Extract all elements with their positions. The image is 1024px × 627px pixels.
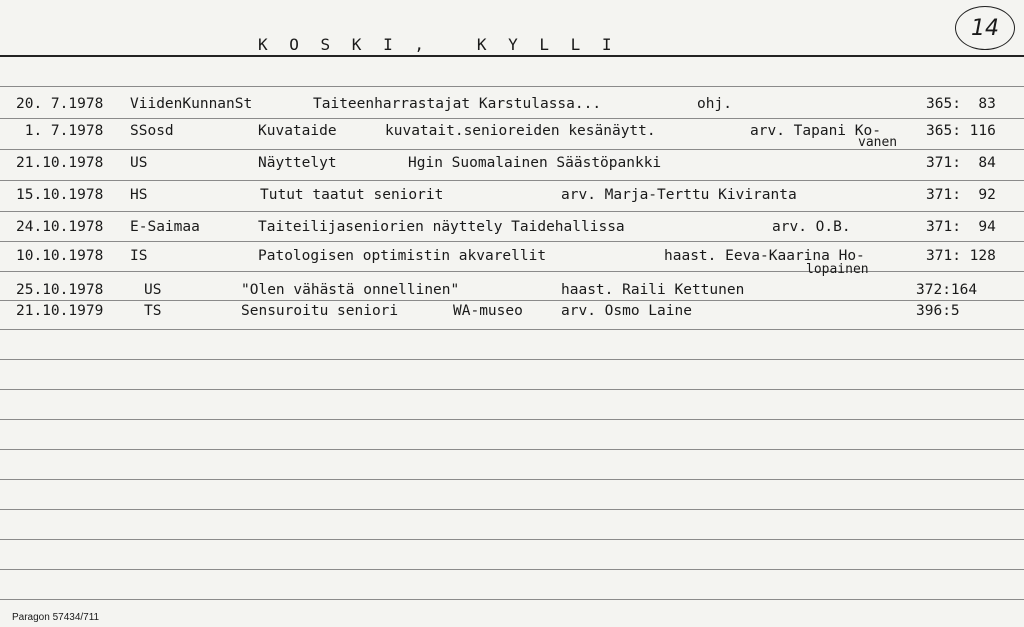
rule <box>0 359 1024 360</box>
entry-note: ohj. <box>697 96 732 112</box>
list-item <box>0 123 1024 150</box>
entry-title: Tutut taatut seniorit <box>260 187 444 203</box>
rule <box>0 479 1024 480</box>
list-item <box>0 282 1024 304</box>
entry-title: "Olen vähästä onnellinen" <box>241 282 460 298</box>
rule <box>0 180 1024 181</box>
entry-date: 24.10.1978 <box>16 219 104 235</box>
entry-title: Taiteenharrastajat Karstulassa... <box>313 96 602 112</box>
entry-title: Taiteilijaseniorien näyttely Taidehallissa <box>258 219 625 235</box>
list-item <box>0 96 1024 118</box>
entry-paper: ViidenKunnanSt <box>130 96 253 112</box>
rule <box>0 569 1024 570</box>
rule <box>0 539 1024 540</box>
rule <box>0 118 1024 119</box>
rule <box>0 241 1024 242</box>
entry-ref: 371: 92 <box>926 187 996 203</box>
rule <box>0 509 1024 510</box>
entry-reviewer: arv. Osmo Laine <box>561 303 692 319</box>
rule <box>0 449 1024 450</box>
entry-reviewer: arv. Tapani Ko- <box>750 123 881 139</box>
entry-ref: 371: 94 <box>926 219 996 235</box>
list-item <box>0 187 1024 209</box>
rule <box>0 389 1024 390</box>
entry-date: 21.10.1979 <box>16 303 104 319</box>
entry-note: haast. Raili Kettunen <box>561 282 745 298</box>
entry-ref: 365: 83 <box>926 96 996 112</box>
entry-note: arv. Marja-Terttu Kiviranta <box>561 187 797 203</box>
list-item <box>0 155 1024 177</box>
entry-paper: TS <box>144 303 162 319</box>
list-item <box>0 219 1024 241</box>
entry-note: Hgin Suomalainen Säästöpankki <box>408 155 662 171</box>
entry-date: 10.10.1978 <box>16 248 104 264</box>
entry-date: 1. 7.1978 <box>16 123 104 139</box>
entry-paper: US <box>144 282 162 298</box>
rule <box>0 329 1024 330</box>
entry-note: arv. O.B. <box>772 219 851 235</box>
entry-paper: IS <box>130 248 148 264</box>
entry-note-cont: lopainen <box>806 262 869 277</box>
entry-paper: SSosd <box>130 123 174 139</box>
rule <box>0 419 1024 420</box>
entry-date: 15.10.1978 <box>16 187 104 203</box>
printer-mark: Paragon 57434/711 <box>12 612 100 623</box>
entry-ref: 372:164 <box>916 282 978 298</box>
entry-note: haast. Eeva-Kaarina Ho- <box>664 248 865 264</box>
entry-title: Kuvataide <box>258 123 337 139</box>
entry-paper: US <box>130 155 148 171</box>
rule <box>0 211 1024 212</box>
entry-date: 20. 7.1978 <box>16 96 104 112</box>
entry-ref: 371: 128 <box>926 248 996 264</box>
list-item <box>0 248 1024 277</box>
rule <box>0 271 1024 272</box>
entry-ref: 371: 84 <box>926 155 996 171</box>
entry-ref: 396:5 <box>916 303 960 319</box>
entry-paper: HS <box>130 187 148 203</box>
entry-paper: E-Saimaa <box>130 219 200 235</box>
rule <box>0 599 1024 600</box>
entry-date: 25.10.1978 <box>16 282 104 298</box>
entry-title: Sensuroitu seniori <box>241 303 399 319</box>
card-title: K O S K I , K Y L L I <box>258 35 618 54</box>
entry-title: Patologisen optimistin akvarellit <box>258 248 547 264</box>
list-item <box>0 303 1024 325</box>
card-number: 14 <box>955 6 1015 50</box>
header-rule <box>0 55 1024 57</box>
entry-note: WA-museo <box>453 303 523 319</box>
rule <box>0 86 1024 87</box>
entry-title: Näyttelyt <box>258 155 337 171</box>
entry-date: 21.10.1978 <box>16 155 104 171</box>
entry-ref: 365: 116 <box>926 123 996 139</box>
entry-reviewer-cont: vanen <box>858 135 898 150</box>
entry-note: kuvatait.senioreiden kesänäytt. <box>385 123 656 139</box>
